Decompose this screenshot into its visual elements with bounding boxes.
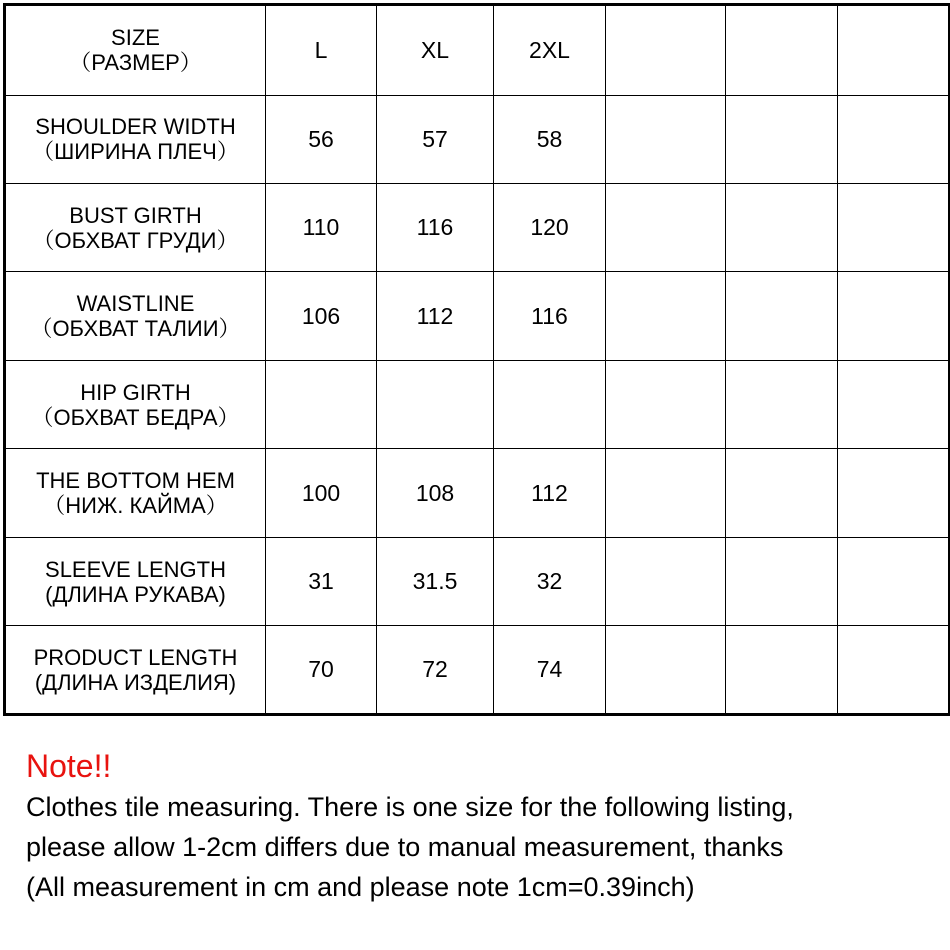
- measurement-value-cell: 58: [494, 95, 606, 183]
- measurement-label: [5, 449, 266, 537]
- measurement-row: [5, 95, 950, 183]
- measurement-value-cell: 70: [266, 626, 377, 715]
- measurement-value-cell: [726, 626, 838, 715]
- measurement-label-ru: （НИЖ. КАЙМА）: [43, 493, 228, 519]
- measurement-value-cell: [838, 626, 950, 715]
- measurement-label-en: THE BOTTOM HEM: [36, 468, 235, 494]
- size-header-cell: [726, 5, 838, 96]
- note-line: please allow 1-2cm differs due to manual measurement, thanks: [26, 832, 784, 862]
- measurement-row: [5, 449, 950, 537]
- measurement-label-en: SLEEVE LENGTH: [45, 556, 226, 582]
- measurement-row: [5, 537, 950, 625]
- measurement-label: [5, 360, 266, 448]
- measurement-value-cell: [726, 183, 838, 271]
- measurement-row: [5, 360, 950, 448]
- measurement-value-cell: 56: [266, 95, 377, 183]
- measurement-value-cell: [726, 95, 838, 183]
- measurement-value-cell: [726, 449, 838, 537]
- measurement-value-cell: [266, 360, 377, 448]
- measurement-row: [5, 272, 950, 360]
- measurement-label: [5, 272, 266, 360]
- measurement-value-cell: 116: [494, 272, 606, 360]
- measurement-label-en: SHOULDER WIDTH: [35, 114, 236, 140]
- note-line: (All measurement in cm and please note 1cm=0.39inch): [26, 872, 695, 902]
- measurement-value-cell: [494, 360, 606, 448]
- measurement-label-ru: (ДЛИНА ИЗДЕЛИЯ): [34, 669, 237, 695]
- note-line: Clothes tile measuring. There is one size for the following listing,: [26, 792, 794, 822]
- measurement-value-cell: [726, 537, 838, 625]
- size-header-label: [5, 5, 266, 96]
- measurement-value-cell: [838, 449, 950, 537]
- size-header-cell: 2XL: [494, 5, 606, 96]
- measurement-value-cell: 74: [494, 626, 606, 715]
- size-header-cell: XL: [377, 5, 494, 96]
- measurement-value-cell: 32: [494, 537, 606, 625]
- measurement-value-cell: 112: [494, 449, 606, 537]
- measurement-label-en: PRODUCT LENGTH: [33, 644, 238, 670]
- measurement-value-cell: 120: [494, 183, 606, 271]
- measurement-value-cell: [606, 360, 726, 448]
- measurement-value-cell: 100: [266, 449, 377, 537]
- measurement-value-cell: [726, 360, 838, 448]
- measurement-label-ru: (ДЛИНА РУКАВА): [45, 581, 226, 607]
- measurement-label: [5, 537, 266, 625]
- measurement-label-en: HIP GIRTH: [80, 379, 191, 405]
- measurement-value-cell: [606, 537, 726, 625]
- measurement-label: [5, 626, 266, 715]
- measurement-value-cell: [838, 360, 950, 448]
- measurement-value-cell: [606, 183, 726, 271]
- measurement-value-cell: [838, 183, 950, 271]
- measurement-row: [5, 183, 950, 271]
- measurement-value-cell: 110: [266, 183, 377, 271]
- measurement-value-cell: 106: [266, 272, 377, 360]
- measurement-row: [5, 626, 950, 715]
- measurement-label: [5, 95, 266, 183]
- size-header-cell: L: [266, 5, 377, 96]
- measurement-label-en: WAISTLINE: [76, 291, 195, 317]
- size-chart-table: [3, 3, 950, 716]
- measurement-label-ru: （ОБХВАТ ГРУДИ）: [32, 227, 239, 253]
- measurement-value-cell: [838, 95, 950, 183]
- measurement-value-cell: 31.5: [377, 537, 494, 625]
- measurement-value-cell: 72: [377, 626, 494, 715]
- measurement-value-cell: [606, 95, 726, 183]
- measurement-value-cell: 108: [377, 449, 494, 537]
- size-header-label-en: SIZE: [111, 25, 160, 51]
- measurement-value-cell: 116: [377, 183, 494, 271]
- measurement-label-ru: （ШИРИНА ПЛЕЧ）: [32, 139, 239, 165]
- measurement-value-cell: 57: [377, 95, 494, 183]
- measurement-label-ru: （ОБХВАТ БЕДРА）: [31, 404, 240, 430]
- size-header-cell: [606, 5, 726, 96]
- measurement-value-cell: [377, 360, 494, 448]
- measurement-value-cell: [726, 272, 838, 360]
- note-section: [26, 745, 946, 907]
- measurement-value-cell: [606, 272, 726, 360]
- size-header-label-ru: （РАЗМЕР）: [69, 50, 202, 76]
- measurement-value-cell: [606, 626, 726, 715]
- measurement-value-cell: 31: [266, 537, 377, 625]
- measurement-value-cell: 112: [377, 272, 494, 360]
- note-title: Note!!: [26, 748, 112, 784]
- table-header-row: [5, 5, 950, 96]
- measurement-value-cell: [606, 449, 726, 537]
- measurement-value-cell: [838, 272, 950, 360]
- measurement-label-en: BUST GIRTH: [69, 202, 202, 228]
- measurement-value-cell: [838, 537, 950, 625]
- size-header-cell: [838, 5, 950, 96]
- measurement-label: [5, 183, 266, 271]
- measurement-label-ru: （ОБХВАТ ТАЛИИ）: [30, 316, 241, 342]
